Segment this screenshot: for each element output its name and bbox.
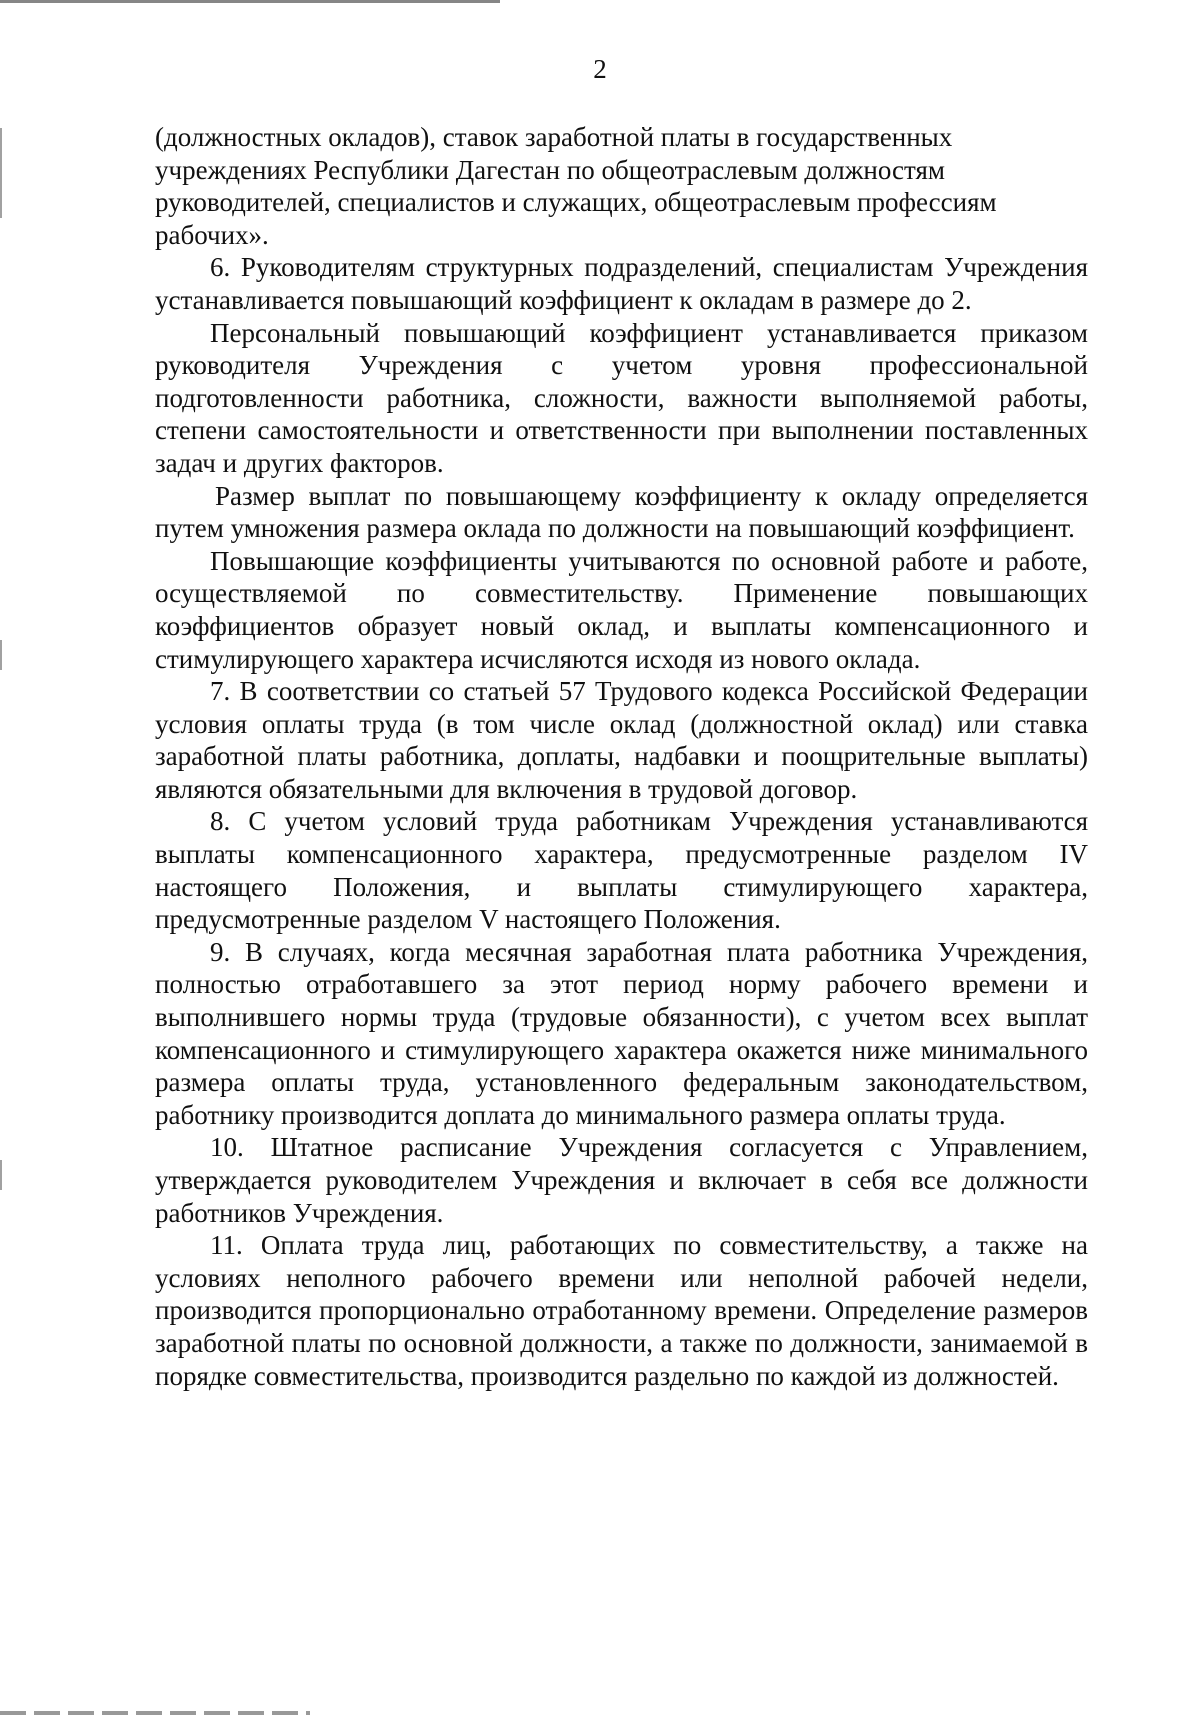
page-number: 2 <box>593 54 607 84</box>
paragraph: Повышающие коэффициенты учитываются по основной работе и работе, осуществляемой по совместительству. Применение повышающих коэффициентов образует новый оклад, и выплаты компенсационного и стимулирующего характера исчисляются исходя из нового оклада. <box>155 545 1088 674</box>
document-body <box>155 121 1088 1392</box>
scan-artifact-top <box>0 0 500 3</box>
paragraph: Персональный повышающий коэффициент устанавливается приказом руководителя Учреждения с учетом уровня профессиональной подготовленности работника, сложности, важности выполняемой работы, степени самостоятельности и ответственности при выполнении поставленных задач и других факторов. <box>155 317 1088 478</box>
paragraph: 6. Руководителям структурных подразделений, специалистам Учреждения устанавливается повышающий коэффициент к окладам в размере до 2. <box>155 252 1088 315</box>
scan-artifact-bottom <box>0 1711 310 1715</box>
scan-edge-mark <box>0 640 2 670</box>
paragraph: 10. Штатное расписание Учреждения согласуется с Управлением, утверждается руководителем Учреждения и включает в себя все должности работников Учреждения. <box>155 1132 1088 1228</box>
paragraph: 8. С учетом условий труда работникам Учреждения устанавливаются выплаты компенсационного характера, предусмотренные разделом IV настоящего Положения, и выплаты стимулирующего характера, предусмотренные разделом V настоящего Положения. <box>155 806 1088 935</box>
paragraph: Размер выплат по повышающему коэффициенту к окладу определяется путем умножения размера оклада по должности на повышающий коэффициент. <box>155 480 1088 544</box>
paragraph: 7. В соответствии со статьей 57 Трудового кодекса Российской Федерации условия оплаты труда (в том числе оклад (должностной оклад) или ставка заработной платы работника, доплаты, надбавки и поощрительные выплаты) являются обязательными для включения в трудовой договор. <box>155 676 1088 804</box>
scan-edge-mark <box>0 1160 2 1190</box>
paragraph: 11. Оплата труда лиц, работающих по совместительству, а также на условиях неполного рабочего времени или неполной рабочей недели, производится пропорционально отработанному времени. Определение размеров заработной платы по основной должности, а также по должности, занимаемой в порядке совместительства, производится раздельно по каждой из должностей. <box>155 1230 1088 1391</box>
paragraph: 9. В случаях, когда месячная заработная плата работника Учреждения, полностью отработавшего за этот период норму рабочего времени и выполнившего нормы труда (трудовые обязанности), с учетом всех выплат компенсационного и стимулирующего характера окажется ниже минимального размера оплаты труда, установленного федеральным законодательством, работнику производится доплата до минимального размера оплаты труда. <box>155 936 1088 1130</box>
scan-edge-mark <box>0 128 2 218</box>
paragraph: (должностных окладов), ставок заработной платы в государственных учреждениях Республики Дагестан по общеотраслевым должностям руководителей, специалистов и служащих, общеотраслевым профессиям рабочих». <box>155 122 997 250</box>
